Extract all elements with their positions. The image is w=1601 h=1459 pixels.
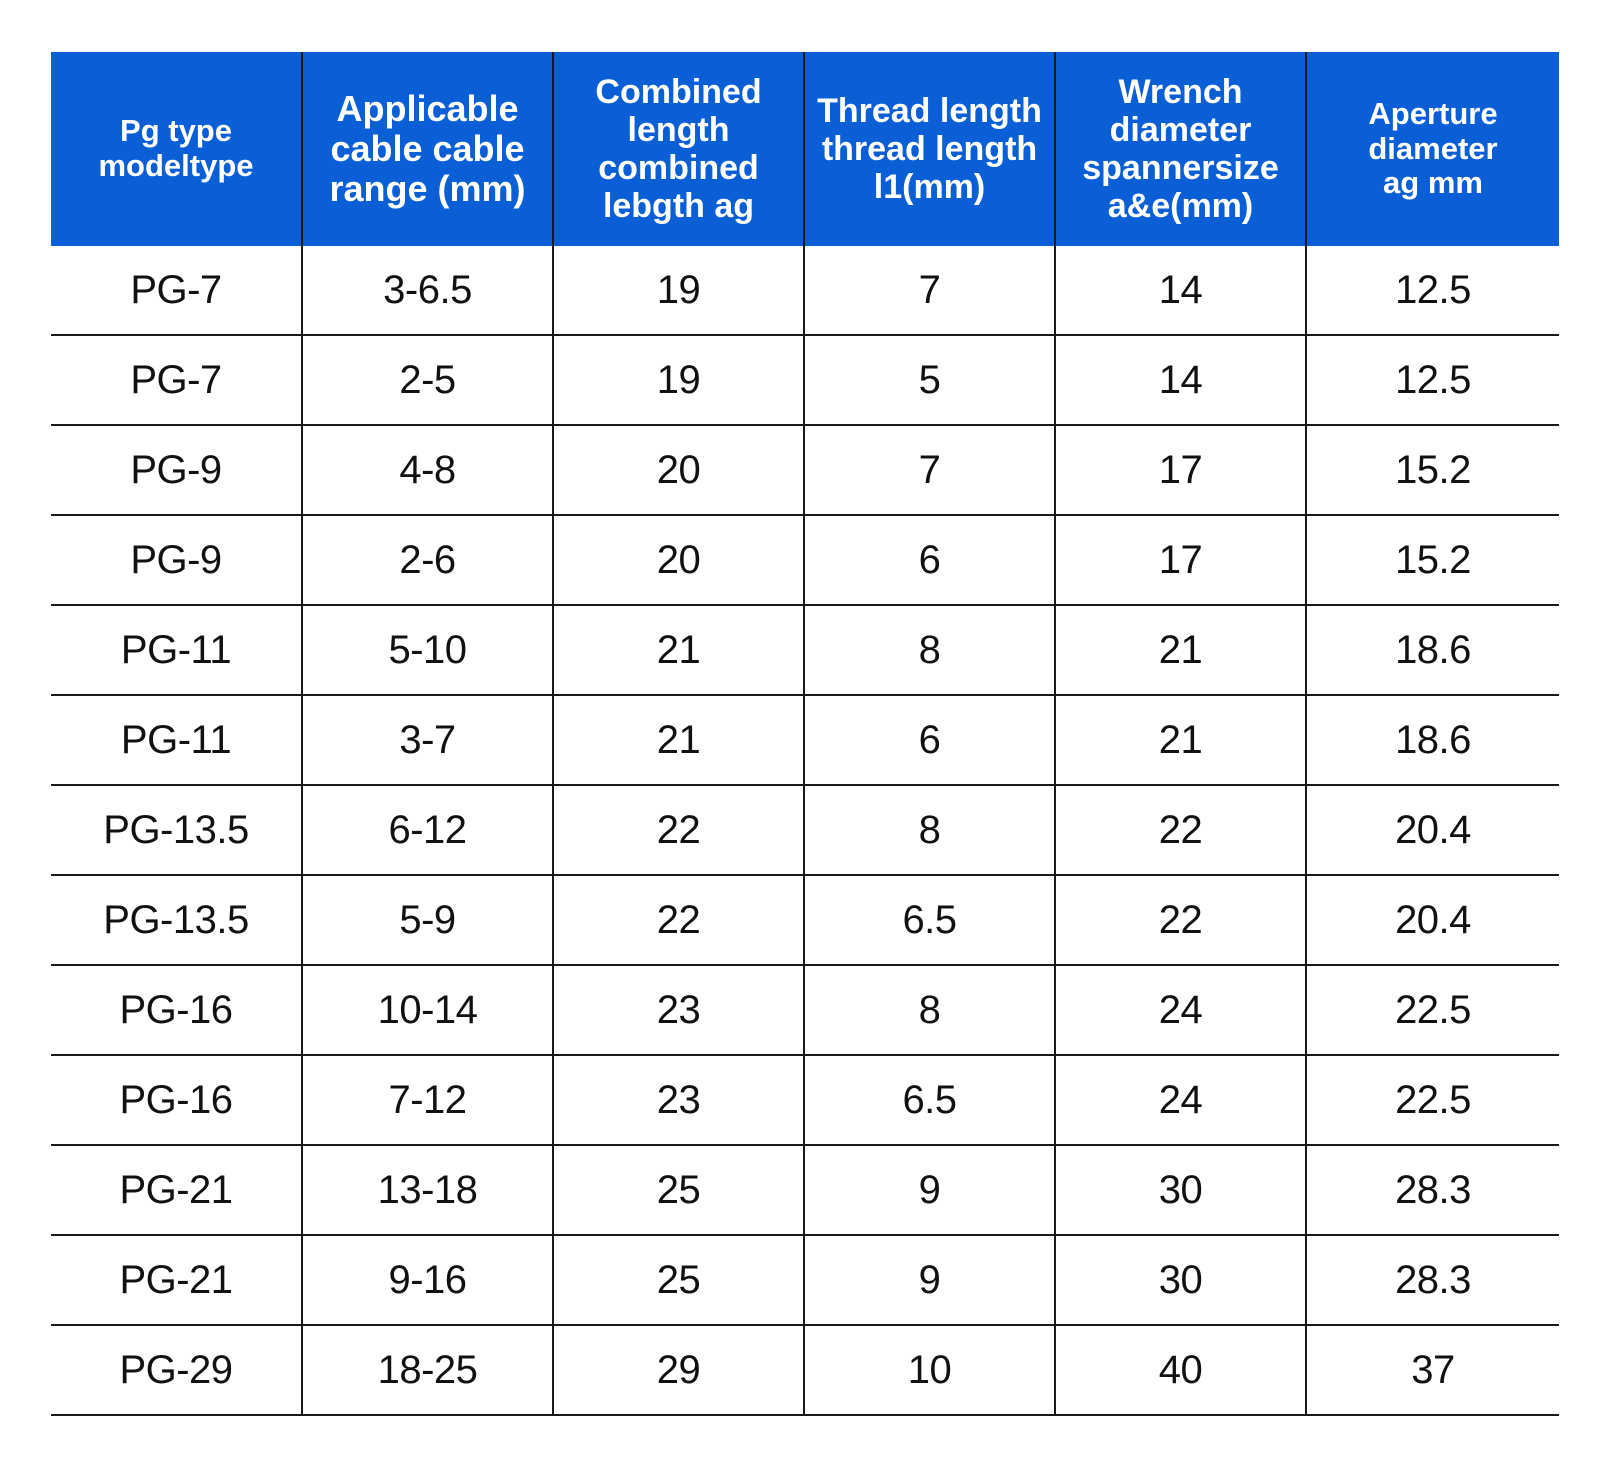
table-row — [51, 1325, 1559, 1415]
table-row — [51, 1145, 1559, 1235]
cell-cable-range: 5-9 — [302, 875, 553, 965]
header-thread-length: Thread length thread length l1(mm) — [804, 52, 1055, 246]
cell-pg-type: PG-16 — [51, 965, 302, 1055]
table-row — [51, 695, 1559, 785]
header-aperture-diameter: Aperture diameter ag mm — [1306, 52, 1559, 246]
cell-aperture-diameter: 12.5 — [1306, 335, 1559, 425]
cell-combined-length: 23 — [553, 965, 804, 1055]
header-cable-range: Applicable cable cable range (mm) — [302, 52, 553, 246]
cell-wrench-diameter: 17 — [1055, 425, 1306, 515]
table-row — [51, 425, 1559, 515]
cell-pg-type: PG-7 — [51, 335, 302, 425]
cell-aperture-diameter: 22.5 — [1306, 965, 1559, 1055]
cell-thread-length: 6 — [804, 515, 1055, 605]
cell-thread-length: 6.5 — [804, 875, 1055, 965]
cell-combined-length: 20 — [553, 425, 804, 515]
header-wrench-diameter: Wrench diameter spannersize a&e(mm) — [1055, 52, 1306, 246]
table-row — [51, 335, 1559, 425]
cell-wrench-diameter: 22 — [1055, 785, 1306, 875]
cell-cable-range: 18-25 — [302, 1325, 553, 1415]
cell-combined-length: 29 — [553, 1325, 804, 1415]
cell-combined-length: 20 — [553, 515, 804, 605]
header-combined-length: Combined length combined lebgth ag — [553, 52, 804, 246]
cell-pg-type: PG-7 — [51, 246, 302, 335]
cell-wrench-diameter: 14 — [1055, 246, 1306, 335]
cell-combined-length: 21 — [553, 695, 804, 785]
cell-pg-type: PG-11 — [51, 695, 302, 785]
cell-combined-length: 23 — [553, 1055, 804, 1145]
cell-pg-type: PG-9 — [51, 425, 302, 515]
cell-cable-range: 5-10 — [302, 605, 553, 695]
cell-wrench-diameter: 17 — [1055, 515, 1306, 605]
cell-cable-range: 10-14 — [302, 965, 553, 1055]
cell-wrench-diameter: 21 — [1055, 695, 1306, 785]
cell-thread-length: 6.5 — [804, 1055, 1055, 1145]
cell-thread-length: 9 — [804, 1235, 1055, 1325]
cell-aperture-diameter: 28.3 — [1306, 1235, 1559, 1325]
cell-aperture-diameter: 18.6 — [1306, 605, 1559, 695]
cell-wrench-diameter: 30 — [1055, 1145, 1306, 1235]
cell-cable-range: 3-6.5 — [302, 246, 553, 335]
cell-pg-type: PG-21 — [51, 1145, 302, 1235]
cell-thread-length: 7 — [804, 246, 1055, 335]
cell-combined-length: 22 — [553, 785, 804, 875]
cell-thread-length: 8 — [804, 785, 1055, 875]
cell-aperture-diameter: 18.6 — [1306, 695, 1559, 785]
cell-combined-length: 21 — [553, 605, 804, 695]
cell-combined-length: 25 — [553, 1145, 804, 1235]
cell-cable-range: 2-6 — [302, 515, 553, 605]
cell-aperture-diameter: 15.2 — [1306, 515, 1559, 605]
table-row — [51, 965, 1559, 1055]
cell-combined-length: 25 — [553, 1235, 804, 1325]
table-row — [51, 246, 1559, 335]
table-row — [51, 1235, 1559, 1325]
cell-cable-range: 3-7 — [302, 695, 553, 785]
cell-pg-type: PG-11 — [51, 605, 302, 695]
cell-wrench-diameter: 22 — [1055, 875, 1306, 965]
cell-combined-length: 22 — [553, 875, 804, 965]
cell-thread-length: 5 — [804, 335, 1055, 425]
cell-cable-range: 7-12 — [302, 1055, 553, 1145]
cell-aperture-diameter: 28.3 — [1306, 1145, 1559, 1235]
cell-thread-length: 8 — [804, 965, 1055, 1055]
cell-pg-type: PG-13.5 — [51, 785, 302, 875]
cell-cable-range: 13-18 — [302, 1145, 553, 1235]
cell-cable-range: 6-12 — [302, 785, 553, 875]
cell-pg-type: PG-16 — [51, 1055, 302, 1145]
cell-cable-range: 9-16 — [302, 1235, 553, 1325]
cell-combined-length: 19 — [553, 246, 804, 335]
cell-aperture-diameter: 20.4 — [1306, 785, 1559, 875]
pg-spec-table — [51, 52, 1559, 1416]
cell-cable-range: 2-5 — [302, 335, 553, 425]
table-row — [51, 1055, 1559, 1145]
cell-wrench-diameter: 24 — [1055, 1055, 1306, 1145]
table-header — [51, 52, 1559, 246]
cell-aperture-diameter: 15.2 — [1306, 425, 1559, 515]
table-row — [51, 785, 1559, 875]
cell-wrench-diameter: 24 — [1055, 965, 1306, 1055]
cell-wrench-diameter: 40 — [1055, 1325, 1306, 1415]
cell-combined-length: 19 — [553, 335, 804, 425]
cell-pg-type: PG-29 — [51, 1325, 302, 1415]
table-row — [51, 515, 1559, 605]
cell-aperture-diameter: 22.5 — [1306, 1055, 1559, 1145]
cell-aperture-diameter: 37 — [1306, 1325, 1559, 1415]
cell-thread-length: 8 — [804, 605, 1055, 695]
header-row — [51, 52, 1559, 246]
table-body — [51, 246, 1559, 1415]
cell-pg-type: PG-9 — [51, 515, 302, 605]
cell-thread-length: 6 — [804, 695, 1055, 785]
cell-cable-range: 4-8 — [302, 425, 553, 515]
cell-thread-length: 7 — [804, 425, 1055, 515]
cell-wrench-diameter: 14 — [1055, 335, 1306, 425]
cell-aperture-diameter: 12.5 — [1306, 246, 1559, 335]
header-pg-type: Pg type modeltype — [51, 52, 302, 246]
table-row — [51, 875, 1559, 965]
table-row — [51, 605, 1559, 695]
cell-aperture-diameter: 20.4 — [1306, 875, 1559, 965]
cell-wrench-diameter: 30 — [1055, 1235, 1306, 1325]
cell-wrench-diameter: 21 — [1055, 605, 1306, 695]
cell-thread-length: 9 — [804, 1145, 1055, 1235]
cell-pg-type: PG-13.5 — [51, 875, 302, 965]
cell-thread-length: 10 — [804, 1325, 1055, 1415]
cell-pg-type: PG-21 — [51, 1235, 302, 1325]
